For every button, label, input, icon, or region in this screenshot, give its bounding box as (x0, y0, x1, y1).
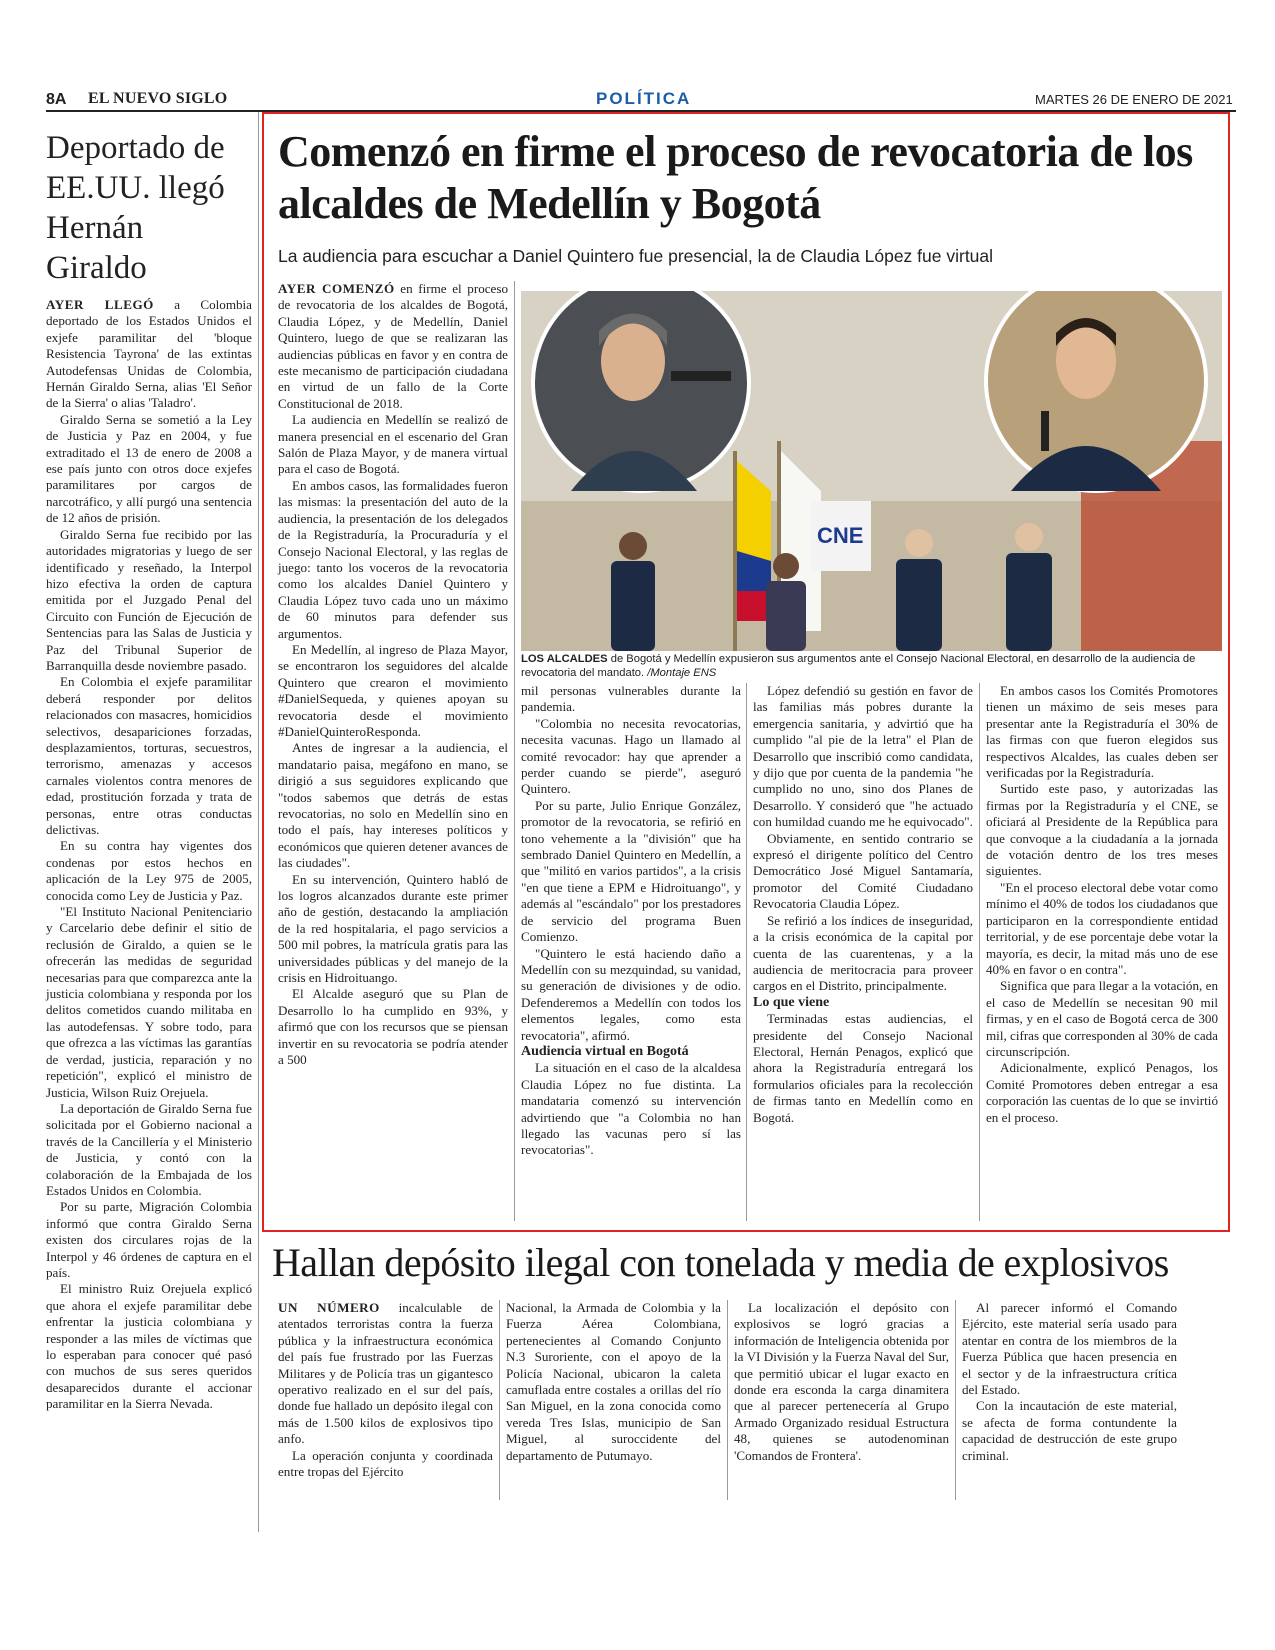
left-article-paragraph: Por su parte, Migración Colombia informó que contra Giraldo Serna existen dos circulares rojas de la Interpol y 46 órdenes de captura en el país. (46, 1199, 252, 1280)
main-article-paragraph: Adicionalmente, explicó Penagos, los Comité Promotores deben entregar a esa corporación las cuentas de lo que se invirtió en el proceso. (986, 1060, 1218, 1125)
main-article-paragraph: "Quintero le está haciendo daño a Medellín con su mezquindad, su vanidad, su generación de divisiones y de odio. Defenderemos a Medellín con todos los elementos legales, como esta revocatoria", afirmó. (521, 945, 741, 1043)
main-article-paragraph: "En el proceso electoral debe votar como mínimo el 40% de todos los ciudadanos que participaron en la correspondiente entidad territorial, y de ese porcentaje debe votar la mayoría, es decir, la mitad más uno de ese 40% en favor o en contra". (986, 879, 1218, 977)
bottom-article-column-4 (962, 1300, 1177, 1464)
main-article-paragraph: Surtido este paso, y autorizadas las firmas por la Registraduría y el CNE, se oficiará al Presidente de la República para que convoque a la ciudadanía a la jornada de votación dentro de los tres meses siguientes. (986, 781, 1218, 879)
column-divider (955, 1300, 956, 1500)
caption-lead: LOS ALCALDES (521, 653, 608, 665)
photo-sign: CNE (817, 523, 864, 548)
column-divider (514, 281, 515, 1221)
main-article-column-3 (753, 683, 973, 1126)
main-article-paragraph: En ambos casos los Comités Promotores tienen un máximo de seis meses para presentar ante la Registraduría el 30% de las firmas con que fueron elegidos sus respectivos Alcaldes, las cuales deben ser verificadas por la Registraduría. (986, 683, 1218, 781)
main-article-paragraph: mil personas vulnerables durante la pandemia. (521, 683, 741, 715)
issue-date: MARTES 26 DE ENERO DE 2021 (1035, 92, 1233, 107)
lead-cap: UN NÚMERO (278, 1300, 380, 1315)
page-number: 8A (46, 91, 67, 108)
bottom-article-column-3 (734, 1300, 949, 1464)
left-article-paragraph: Giraldo Serna se sometió a la Ley de Justicia y Paz en 2004, y fue extraditado el 13 de enero de 2008 a ese país junto con otros doce exjefes paramilitares por cargos de narcotráfico, y allí purgó una sentencia de 12 años de prisión. (46, 411, 252, 526)
photo-caption (521, 652, 1222, 680)
lead-cap: AYER LLEGÓ (46, 297, 154, 312)
left-article-paragraph: En su contra hay vigentes dos condenas por estos hechos en aplicación de la Ley 975 de 2005, conocida como Ley de Justicia y Paz. (46, 838, 252, 903)
bottom-article-paragraph: Con la incautación de este material, se afecta de forma contundente la capacidad de destrucción de este grupo criminal. (962, 1398, 1177, 1463)
main-article-subtitle: La audiencia para escuchar a Daniel Quintero fue presencial, la de Claudia López fue virtual (278, 246, 994, 266)
main-article-paragraph: Antes de ingresar a la audiencia, el mandatario paisa, megáfono en mano, se dirigió a sus seguidores explicando que "todos sabemos que detrás de estas revocatorias, no solo en Medellín sino en todo el país, hay intereses políticos y económicos que quieren detener avances de las ciudades". (278, 740, 508, 871)
main-article-paragraph: En Medellín, al ingreso de Plaza Mayor, se encontraron los seguidores del alcalde Quintero que crearon el movimiento #DanielSequeda, y quienes apoyan su revocatoria desde el movimiento #DanielQuinteroResponda. (278, 641, 508, 739)
subsection-heading: Lo que viene (753, 994, 830, 1010)
bottom-article-paragraph: La localización el depósito con explosivos se logró gracias a información de Inteligencia obtenida por la VI División y la Fuerza Naval del Sur, que permitió ubicar el lugar exacto en donde era esconda la carga dinamitera que al parecer pertenecería al Grupo Armado Organizado residual Estructura 48, quienes se autodenominan 'Comandos de Frontera'. (734, 1300, 949, 1463)
left-article-paragraph: En Colombia el exjefe paramilitar deberá responder por delitos relacionados con masacres, homicidios selectivos, desapariciones forzadas, desplazamientos, torturas, secuestros, terrorismo, amenazas y accesos carnales violentos contra menores de edad, prostitución forzada y trata de personas, entre otras conductas delictivas. (46, 674, 252, 837)
subsection-heading: Audiencia virtual en Bogotá (521, 1043, 689, 1059)
bottom-article-title: Hallan depósito ilegal con tonelada y media de explosivos (272, 1240, 1169, 1285)
column-divider (979, 683, 980, 1221)
bottom-article-paragraph: Nacional, la Armada de Colombia y la Fuerza Aérea Colombiana, pertenecientes al Comando Conjunto N.3 Suroriente, con el apoyo de la Policía Nacional, ubicaron la caleta camuflada entre costales a orillas del río San Miguel, en la zona conocida como vereda Tres Islas, municipio de San Miguel, al suroccidente del departamento de Putumayo. (506, 1300, 721, 1463)
bottom-article-paragraph: La operación conjunta y coordinada entre tropas del Ejército (278, 1447, 493, 1480)
column-divider (746, 683, 747, 1221)
left-article-paragraph: La deportación de Giraldo Serna fue solicitada por el Gobierno nacional a través de la Cancillería y el Ministerio de Justicia, y contó con la colaboración de la Embajada de los Estados Unidos en Colombia. (46, 1100, 252, 1198)
main-article-paragraph: "Colombia no necesita revocatorias, necesita vacunas. Hago un llamado al comité revocador: hay que aprender a perder cuando se pierde", aseguró Quintero. (521, 715, 741, 797)
left-article-paragraph: Giraldo Serna fue recibido por las autoridades migratorias y luego de ser identificado y reseñado, la Interpol hizo efectiva la orden de captura emitida por el Juzgado Penal del Circuito con Función de Ejecución de Sentencias para las Salas de Justicia y Paz del Tribunal Superior de Barranquilla desde noviembre pasado. (46, 526, 252, 673)
main-article-paragraph: AYER COMENZÓ en firme el proceso de revocatoria de los alcaldes de Bogotá, Claudia López, y de Medellín, Daniel Quintero, luego de que se realizaran las audiencias públicas en favor y en contra de este mecanismo de participación ciudadana en virtud de un fallo de la Corte Constitucional de 2018. (278, 281, 509, 411)
main-article-paragraph: Significa que para llegar a la votación, en el caso de Medellín se necesitan 90 mil firmas, y en el caso de Bogotá cerca de 300 mil, cifras que corresponden al 30% de cada circunscripción. (986, 978, 1218, 1059)
main-article-column-2 (521, 683, 741, 1159)
main-article-title: Comenzó en firme el proceso de revocatoria de los alcaldes de Medellín y Bogotá (278, 127, 1193, 228)
main-article-paragraph: En ambos casos, las formalidades fueron las mismas: la presentación del auto de la audiencia, la presentación de los delegados de la Registraduría, la Procuraduría y el Consejo Nacional Electoral, y las reglas de juego: tanto los voceros de la revocatoria como los alcaldes Daniel Quintero y Claudia López tuvo cada uno un máximo de 60 minutos para defender sus argumentos. (278, 477, 508, 641)
main-article-paragraph: Obviamente, en sentido contrario se expresó el dirigente político del Centro Democrático José Miguel Santamaría, promotor del Comité Ciudadano Revocatoria Claudia López. (753, 830, 973, 912)
left-article-paragraph: El ministro Ruiz Orejuela explicó que ahora el exjefe paramilitar debe enfrentar la justicia colombiana y responder a las miles de víctimas que lo esperaban para conocer qué pasó con muchos de sus seres queridos desaparecidos durante el accionar paramilitar en la Sierra Nevada. (46, 1281, 252, 1412)
section-name: POLÍTICA (596, 89, 692, 108)
bottom-article-column-2 (506, 1300, 721, 1464)
lead-cap: AYER COMENZÓ (278, 281, 395, 296)
bottom-article-paragraph: Al parecer informó el Comando Ejército, este material sería usado para atentar en contra de los miembros de la Fuerza Pública que hacen presencia en el sector y de la infraestructura crítica del Estado. (962, 1300, 1177, 1398)
column-divider (499, 1300, 500, 1500)
caption-text: de Bogotá y Medellín expusieron sus argumentos ante el Consejo Nacional Electoral, en desarrollo de la audiencia de revocatoria del mandato. (521, 653, 1196, 679)
article-photo (521, 291, 1222, 651)
main-article-paragraph: Se refirió a los índices de inseguridad, a la crisis económica de la capital por cuenta de las cuarentenas, y a la audiencia de meritocracia para proveer cargos en el Distrito, principalmente. (753, 912, 973, 994)
left-article-title: Deportado de EE.UU. llegó Hernán Giraldo (46, 130, 225, 286)
main-article-paragraph: El Alcalde aseguró que su Plan de Desarrollo lo ha cumplido en 93%, y afirmó que con los recursos que se piensan invertir en su revocatoria se podría atender a 500 (278, 986, 508, 1068)
bottom-article-column-1 (278, 1300, 493, 1480)
main-article-column-1 (278, 281, 508, 1069)
main-article-paragraph: La situación en el caso de la alcaldesa Claudia López no fue distinta. La mandataria comenzó su intervención advirtiendo que "a Colombia no han llegado las vacunas pero sí las revocatorias". (521, 1060, 741, 1158)
left-article-paragraph: AYER LLEGÓ a Colombia deportado de los Estados Unidos el exjefe paramilitar del 'bloque Resistencia Tayrona' de las extintas Autodefensas Unidas de Colombia, Hernán Giraldo Serna, alias 'El Señor de la Sierra' o alias 'Taladro'. (46, 297, 252, 411)
main-article-paragraph: Terminadas estas audiencias, el presidente del Consejo Nacional Electoral, Hernán Penagos, explicó que ahora la Registraduría entregará los formularios oficiales para la recolección de firmas tanto en Medellín como en Bogotá. (753, 1011, 973, 1125)
photo-montage (521, 291, 1222, 651)
newspaper-name: EL NUEVO SIGLO (88, 90, 228, 107)
column-divider (258, 112, 259, 1532)
main-article-paragraph: Por su parte, Julio Enrique González, promotor de la revocatoria, se refirió en tono vehemente a la "división" que ha sembrado Daniel Quintero en Medellín, a que "militó en varios partidos", a la crisis "en que tiene a EPM e Hidroituango", y además al "escándalo" por los prestadores de servicio del programa Buen Comienzo. (521, 797, 741, 945)
left-article-paragraph: "El Instituto Nacional Penitenciario y Carcelario debe definir el sitio de reclusión de Giraldo, a quien se le ofrecerán las medidas de seguridad necesarias para que comparezca ante la justicia colombiana y responda por los delitos cometidos cuando militaba en las autodefensas. Y sobre todo, para que ofrezca a las víctimas las garantías de verdad, justicia, reparación y no repetición", explicó el ministro de Justicia, Wilson Ruiz Orejuela. (46, 904, 252, 1100)
left-article-body (46, 297, 252, 1413)
column-divider (727, 1300, 728, 1500)
main-article-paragraph: La audiencia en Medellín se realizó de manera presencial en el escenario del Gran Salón de Plaza Mayor, y de manera virtual para el caso de Bogotá. (278, 412, 508, 477)
bottom-article-paragraph: UN NÚMERO incalculable de atentados terroristas contra la fuerza pública y la infraestructura económica del país fue frustrado por las Fuerzas Militares y de Policía tras un gigantesco operativo realizado en el sur del país, donde fue hallado un depósito ilegal con más de 1.500 kilos de explosivos tipo anfo. (278, 1300, 493, 1447)
main-article-paragraph: López defendió su gestión en favor de las familias más pobres durante la emergencia sanitaria, y advirtió que ha cumplido "al pie de la letra" el Plan de Desarrollo que inscribió como candidata, y dijo que por cuenta de la pandemia "he cumplido no uno, sino dos Planes de Desarrollo. Y consideró que "he actuado con humildad cuando me he equivocado". (753, 683, 973, 830)
main-article-paragraph: En su intervención, Quintero habló de los logros alcanzados durante este primer año de gestión, destacando la ampliación de la red hospitalaria, el pago servicios a 500 mil pobres, la matrícula gratis para las universidades públicas y del manejo de la crisis en Hidroituango. (278, 871, 508, 986)
photo-credit: /Montaje ENS (647, 667, 717, 679)
main-article-column-4 (986, 683, 1218, 1126)
